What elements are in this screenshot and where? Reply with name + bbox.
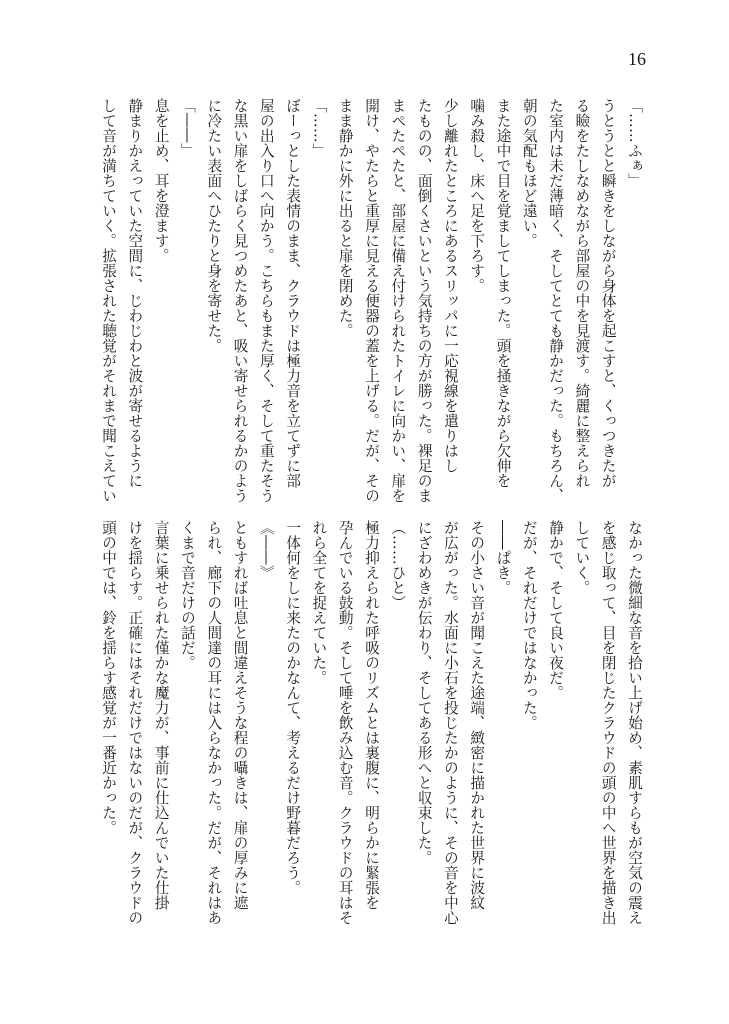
text-line: ともすれば吐息と間違えそうな程の囁きは、扉の厚みに遮	[231, 520, 249, 910]
text-line: 頭の中では、鈴を揺らす感覚が一番近かった。	[100, 520, 118, 835]
text-line: くまで音だけの話だ。	[178, 520, 196, 670]
text-line: 「――」	[178, 98, 196, 158]
text-line: 一体何をしに来たのかなんて、考えるだけ野暮だろう。	[284, 520, 302, 895]
text-line: 極力抑えられた呼吸のリズムとは裏腹に、明らかに緊張を	[363, 520, 381, 910]
text-line: 少し離れたところにあるスリッパに一応視線を遣りはし	[441, 98, 459, 473]
text-line: を感じ取って、目を閉じたクラウドの頭の中へ世界を描き出	[599, 520, 617, 925]
text-line: 「……」	[310, 98, 328, 158]
text-line: ぼーっとした表情のまま、クラウドは極力音を立てずに部	[284, 98, 302, 488]
text-line: 《――》	[257, 520, 275, 580]
text-line: して音が満ちていく。拡張された聴覚がそれまで聞こえてい	[100, 98, 118, 503]
text-block-bottom	[87, 520, 647, 940]
text-line: まぺたぺたと、部屋に備え付けられたトイレに向かい、扉を	[389, 98, 407, 503]
text-line: ――ぱき。	[494, 520, 512, 595]
text-line: な黒い扉をしばらく見つめたあと、吸い寄せられるかのよう	[231, 98, 249, 503]
text-line: 息を止め、耳を澄ます。	[152, 98, 170, 263]
text-line: 静まりかえっていた空間に、じわじわと波が寄せるように	[126, 98, 144, 488]
text-line: だが、それだけではなかった。	[520, 520, 538, 730]
text-line: なかった微細な音を拾い上げ始め、素肌すらもが空気の震え	[626, 520, 643, 925]
text-line: うとうとと瞬きをしながら身体を起こすと、くっつきたが	[599, 98, 617, 488]
text-line: る瞼をたしなめながら部屋の中を見渡す。綺麗に整えられ	[573, 98, 591, 488]
text-line: 静かで、そして良い夜だ。	[547, 520, 565, 700]
text-line: られ、廊下の人間達の耳には入らなかった。だが、それはあ	[205, 520, 223, 925]
text-line: 屋の出入り口へ向かう。こちらもまた厚く、そして重たそう	[257, 98, 275, 503]
text-line: が広がった。水面に小石を投じたかのように、その音を中心	[441, 520, 459, 925]
text-line: た室内は未だ薄暗く、そしてとても静かだった。もちろん、	[547, 98, 565, 503]
text-line: （……ひと）	[389, 520, 407, 610]
text-line: まま静かに外に出ると扉を閉めた。	[336, 98, 354, 338]
text-line: 朝の気配もほど遠い。	[520, 98, 538, 248]
text-line: けを揺らす。正確にはそれだけではないのだが、クラウドの	[126, 520, 144, 925]
text-line: 孕んでいる鼓動。そして唾を飲み込む音。クラウドの耳はそ	[336, 520, 354, 925]
text-line: 「……ふぁ」	[626, 98, 643, 188]
text-line: 噛み殺し、床へ足を下ろす。	[468, 98, 486, 293]
text-line: にざわめきが伝わり、そしてある形へと収束した。	[415, 520, 433, 865]
text-line: に冷たい表面へひたりと身を寄せた。	[205, 98, 223, 353]
text-line: 言葉に乗せられた僅かな魔力が、事前に仕込んでいた仕掛	[152, 520, 170, 910]
text-line: れら全てを捉えていた。	[310, 520, 328, 685]
text-line: また途中で目を覚ましてしまった。頭を掻きながら欠伸を	[494, 98, 512, 488]
text-block-top	[87, 98, 647, 503]
text-line: 開け、やたらと重厚に見える便器の蓋を上げる。だが、その	[363, 98, 381, 503]
page-number: 16	[628, 49, 646, 69]
text-line: その小さい音が聞こえた途端、緻密に描かれた世界に波紋	[468, 520, 486, 910]
text-line: たものの、面倒くさいという気持ちの方が勝った。裸足のま	[415, 98, 433, 503]
text-line: していく。	[573, 520, 591, 595]
